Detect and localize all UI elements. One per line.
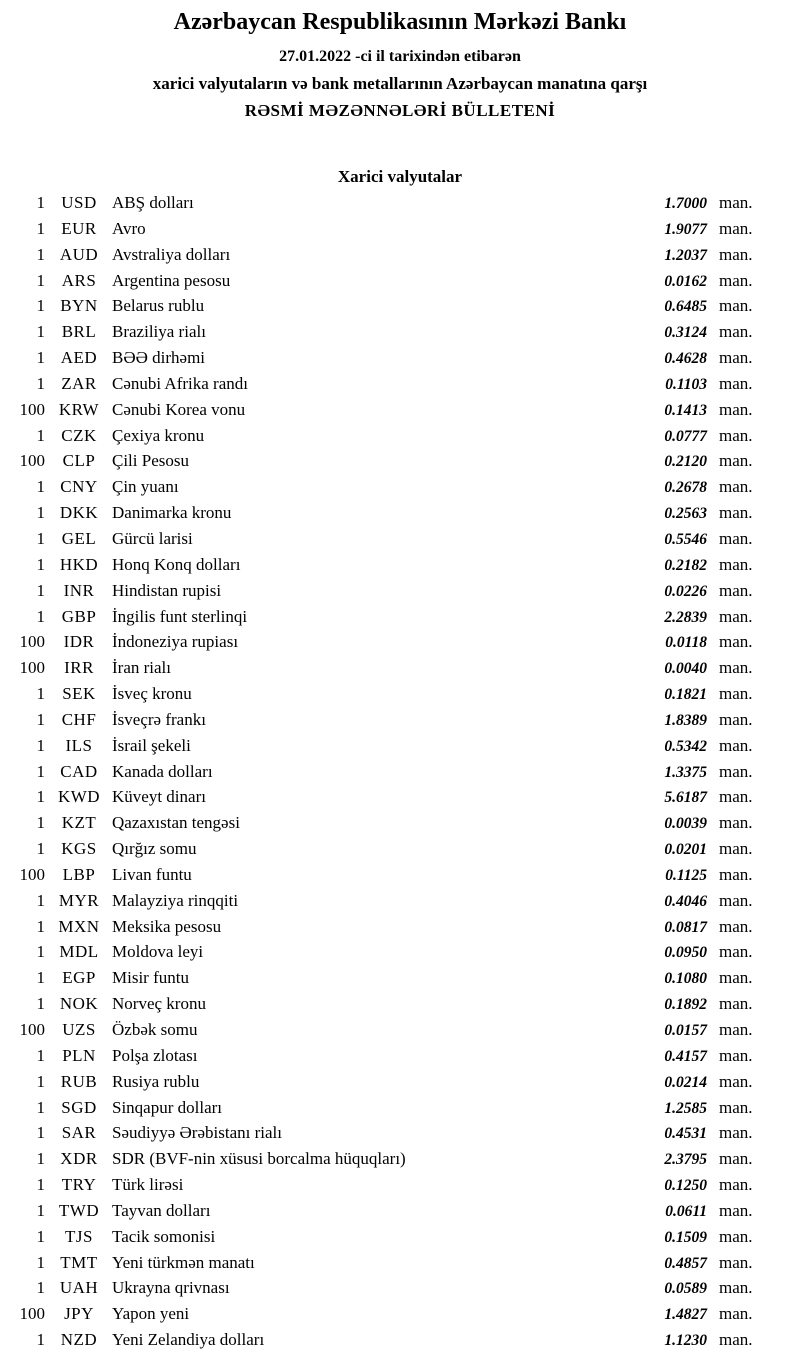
currency-rate: 0.2182 xyxy=(664,556,707,574)
currency-unit: man. xyxy=(719,684,753,704)
currency-rate: 0.4046 xyxy=(664,892,707,910)
currency-name: Çin yuanı xyxy=(112,477,179,497)
currency-rate: 0.1413 xyxy=(664,401,707,419)
currency-quantity: 1 xyxy=(36,1252,45,1272)
currency-name: Misir funtu xyxy=(112,968,189,988)
table-row xyxy=(0,836,800,862)
currency-unit: man. xyxy=(719,1252,753,1272)
currency-name: Qırğız somu xyxy=(112,839,197,859)
currency-quantity: 1 xyxy=(36,322,45,342)
currency-unit: man. xyxy=(719,1123,753,1143)
currency-quantity: 1 xyxy=(36,477,45,497)
currency-rate: 2.3795 xyxy=(664,1151,707,1169)
currency-unit: man. xyxy=(719,1071,753,1091)
currency-rate: 0.4857 xyxy=(664,1254,707,1272)
currency-code: NZD xyxy=(60,1330,98,1350)
currency-quantity: 1 xyxy=(36,1330,45,1350)
currency-name: Sinqapur dolları xyxy=(112,1097,223,1117)
table-row xyxy=(0,604,800,630)
currency-code: TJS xyxy=(65,1226,93,1246)
currency-code: MXN xyxy=(58,916,100,936)
currency-unit: man. xyxy=(719,761,753,781)
currency-code: CLP xyxy=(62,451,96,471)
currency-code: BRL xyxy=(61,322,97,342)
currency-quantity: 1 xyxy=(36,813,45,833)
currency-rate: 0.4628 xyxy=(664,350,707,368)
table-row xyxy=(0,1198,800,1224)
table-row xyxy=(0,190,800,216)
currency-unit: man. xyxy=(719,296,753,316)
table-row xyxy=(0,1095,800,1121)
currency-unit: man. xyxy=(719,528,753,548)
currency-rate: 0.0950 xyxy=(664,944,707,962)
currency-unit: man. xyxy=(719,1149,753,1169)
currency-rate: 0.6485 xyxy=(664,298,707,316)
currency-name: Küveyt dinarı xyxy=(112,787,206,807)
currency-rate: 0.0039 xyxy=(664,815,707,833)
currency-code: DKK xyxy=(59,503,99,523)
currency-rate: 0.4531 xyxy=(664,1125,707,1143)
currency-code: BYN xyxy=(60,296,98,316)
currency-code: UZS xyxy=(62,1020,96,1039)
currency-quantity: 1 xyxy=(36,606,45,626)
currency-unit: man. xyxy=(719,1020,753,1039)
currency-unit: man. xyxy=(719,1330,753,1350)
table-row xyxy=(0,293,800,319)
currency-rate: 0.0214 xyxy=(664,1073,707,1091)
currency-rate: 5.6187 xyxy=(664,789,707,807)
currency-unit: man. xyxy=(719,735,753,755)
currency-rate: 1.4827 xyxy=(664,1306,707,1324)
currency-name: Honq Konq dolları xyxy=(112,554,241,574)
currency-quantity: 1 xyxy=(36,1278,45,1298)
currency-quantity: 100 xyxy=(19,451,45,471)
currency-unit: man. xyxy=(719,994,753,1014)
page-title: Azərbaycan Respublikasının Mərkəzi Bankı xyxy=(173,9,627,35)
currency-code: UAH xyxy=(59,1278,99,1298)
currency-rate: 0.1250 xyxy=(664,1177,707,1195)
currency-code: KGS xyxy=(61,839,97,859)
table-row xyxy=(0,268,800,294)
currency-name: Türk lirəsi xyxy=(112,1175,184,1195)
currency-code: ZAR xyxy=(61,373,97,393)
currency-name: Livan funtu xyxy=(112,864,192,884)
table-row xyxy=(0,733,800,759)
table-row xyxy=(0,939,800,965)
currency-code: XDR xyxy=(60,1149,98,1169)
currency-quantity: 1 xyxy=(36,1123,45,1143)
table-row xyxy=(0,1043,800,1069)
table-row xyxy=(0,1327,800,1353)
currency-unit: man. xyxy=(719,399,753,419)
currency-rate: 0.3124 xyxy=(664,324,707,342)
currency-code: NOK xyxy=(59,994,99,1014)
currency-name: İsrail şekeli xyxy=(112,735,191,755)
table-row xyxy=(0,759,800,785)
table-row xyxy=(0,1172,800,1198)
currency-name: Meksika pesosu xyxy=(112,916,222,936)
currency-rate: 1.1230 xyxy=(664,1332,707,1350)
table-row xyxy=(0,319,800,345)
table-row xyxy=(0,1275,800,1301)
currency-name: Çexiya kronu xyxy=(112,425,205,445)
currency-rate: 0.0226 xyxy=(664,582,707,600)
currency-unit: man. xyxy=(719,1226,753,1246)
currency-name: İndoneziya rupiası xyxy=(112,632,239,652)
currency-rate: 1.9077 xyxy=(664,220,707,238)
currency-name: Tacik somonisi xyxy=(112,1226,216,1246)
currency-name: İsveçrə frankı xyxy=(112,709,206,729)
currency-code: MDL xyxy=(59,942,99,962)
currency-unit: man. xyxy=(719,580,753,600)
currency-quantity: 100 xyxy=(19,658,45,678)
currency-name: Belarus rublu xyxy=(112,296,205,316)
currency-rate: 0.0201 xyxy=(664,841,707,859)
currency-name: ABŞ dolları xyxy=(112,193,194,212)
table-row xyxy=(0,629,800,655)
currency-table xyxy=(0,190,800,1353)
effective-date-line: 27.01.2022 -ci il tarixindən etibarən xyxy=(279,48,521,65)
currency-code: KWD xyxy=(57,787,101,807)
currency-name: Norveç kronu xyxy=(112,994,206,1014)
currency-name: Avro xyxy=(112,218,146,238)
currency-unit: man. xyxy=(719,348,753,368)
currency-unit: man. xyxy=(719,554,753,574)
table-row xyxy=(0,1120,800,1146)
currency-name: Yapon yeni xyxy=(112,1304,190,1324)
currency-code: CAD xyxy=(60,761,98,781)
currency-code: GEL xyxy=(61,528,97,548)
table-row xyxy=(0,216,800,242)
currency-rate: 0.1892 xyxy=(664,996,707,1014)
currency-code: IRR xyxy=(64,658,94,678)
currency-quantity: 1 xyxy=(36,684,45,704)
table-row xyxy=(0,578,800,604)
table-row xyxy=(0,1146,800,1172)
currency-quantity: 1 xyxy=(36,348,45,368)
currency-rate: 0.0817 xyxy=(664,918,707,936)
currency-code: LBP xyxy=(62,864,96,884)
currency-code: USD xyxy=(61,193,97,212)
currency-name: Qazaxıstan tengəsi xyxy=(112,813,240,833)
currency-name: Gürcü larisi xyxy=(112,528,193,548)
currency-unit: man. xyxy=(719,244,753,264)
currency-rate: 0.0162 xyxy=(664,272,707,290)
currency-name: Argentina pesosu xyxy=(112,270,231,290)
currency-quantity: 100 xyxy=(19,632,45,652)
currency-rate: 1.7000 xyxy=(664,195,707,212)
currency-code: MYR xyxy=(58,890,100,910)
currency-unit: man. xyxy=(719,270,753,290)
currency-code: SAR xyxy=(61,1123,97,1143)
currency-quantity: 1 xyxy=(36,942,45,962)
currency-code: GBP xyxy=(61,606,97,626)
currency-rate: 0.5342 xyxy=(664,737,707,755)
currency-rate: 0.4157 xyxy=(664,1047,707,1065)
currency-name: Səudiyyə Ərəbistanı rialı xyxy=(112,1123,282,1143)
currency-name: Çili Pesosu xyxy=(112,451,189,471)
currency-name: Avstraliya dolları xyxy=(112,244,231,264)
table-row xyxy=(0,707,800,733)
currency-rate: 0.0589 xyxy=(664,1280,707,1298)
currency-code: KZT xyxy=(61,813,97,833)
currency-code: KRW xyxy=(58,399,100,419)
table-row xyxy=(0,242,800,268)
table-row xyxy=(0,500,800,526)
currency-name: Cənubi Korea vonu xyxy=(112,399,246,419)
currency-quantity: 1 xyxy=(36,709,45,729)
currency-code: INR xyxy=(63,580,95,600)
currency-unit: man. xyxy=(719,916,753,936)
currency-quantity: 100 xyxy=(19,864,45,884)
currency-quantity: 1 xyxy=(36,218,45,238)
currency-rate: 0.0118 xyxy=(665,634,707,652)
currency-name: Tayvan dolları xyxy=(112,1200,211,1220)
currency-code: IDR xyxy=(63,632,95,652)
currency-quantity: 1 xyxy=(36,968,45,988)
table-row xyxy=(0,371,800,397)
currency-name: Kanada dolları xyxy=(112,761,213,781)
table-row xyxy=(0,1017,800,1043)
table-row xyxy=(0,1250,800,1276)
currency-code: SGD xyxy=(61,1097,97,1117)
table-row xyxy=(0,448,800,474)
currency-quantity: 1 xyxy=(36,761,45,781)
currency-name: Ukrayna qrivnası xyxy=(112,1278,230,1298)
currency-unit: man. xyxy=(719,1304,753,1324)
currency-code: TMT xyxy=(60,1252,98,1272)
currency-unit: man. xyxy=(719,477,753,497)
currency-quantity: 1 xyxy=(36,1071,45,1091)
currency-quantity: 1 xyxy=(36,787,45,807)
currency-name: Yeni türkmən manatı xyxy=(112,1252,255,1272)
currency-unit: man. xyxy=(719,864,753,884)
currency-quantity: 1 xyxy=(36,580,45,600)
table-row xyxy=(0,423,800,449)
currency-unit: man. xyxy=(719,709,753,729)
currency-rate: 0.2563 xyxy=(664,505,707,523)
table-row xyxy=(0,397,800,423)
currency-name: İran rialı xyxy=(112,658,171,678)
currency-code: ILS xyxy=(65,735,93,755)
currency-unit: man. xyxy=(719,193,753,212)
currency-rate: 1.2037 xyxy=(664,246,707,264)
currency-unit: man. xyxy=(719,890,753,910)
currency-rate: 0.1821 xyxy=(664,686,707,704)
currency-rate: 0.0157 xyxy=(664,1022,707,1039)
currency-code: CZK xyxy=(61,425,97,445)
currency-code: EGP xyxy=(62,968,96,988)
currency-unit: man. xyxy=(719,839,753,859)
currency-rate: 0.1103 xyxy=(665,375,707,393)
currency-quantity: 1 xyxy=(36,528,45,548)
currency-code: TRY xyxy=(61,1175,97,1195)
currency-code: RUB xyxy=(60,1071,98,1091)
currency-rate: 0.2120 xyxy=(664,453,707,471)
currency-unit: man. xyxy=(719,1200,753,1220)
currency-unit: man. xyxy=(719,373,753,393)
currency-quantity: 1 xyxy=(36,425,45,445)
table-row xyxy=(0,810,800,836)
currency-rate: 0.1125 xyxy=(665,866,707,884)
currency-unit: man. xyxy=(719,813,753,833)
currency-quantity: 1 xyxy=(36,193,45,212)
currency-unit: man. xyxy=(719,1045,753,1065)
currency-unit: man. xyxy=(719,322,753,342)
currency-unit: man. xyxy=(719,503,753,523)
currency-unit: man. xyxy=(719,1278,753,1298)
currency-quantity: 1 xyxy=(36,1200,45,1220)
currency-rate: 0.0777 xyxy=(664,427,707,445)
currency-quantity: 1 xyxy=(36,503,45,523)
table-row xyxy=(0,914,800,940)
currency-name: Hindistan rupisi xyxy=(112,580,222,600)
table-row xyxy=(0,1301,800,1327)
currency-name: Yeni Zelandiya dolları xyxy=(112,1330,265,1350)
currency-quantity: 1 xyxy=(36,1149,45,1169)
currency-code: EUR xyxy=(61,218,97,238)
currency-rate: 0.0611 xyxy=(665,1202,707,1220)
currency-rate: 0.0040 xyxy=(664,660,707,678)
currency-code: AED xyxy=(60,348,98,368)
currency-name: Özbək somu xyxy=(112,1020,198,1039)
table-row xyxy=(0,862,800,888)
currency-name: İngilis funt sterlinqi xyxy=(112,606,248,626)
currency-unit: man. xyxy=(719,942,753,962)
currency-name: Moldova leyi xyxy=(112,942,204,962)
table-row xyxy=(0,784,800,810)
currency-name: BƏƏ dirhəmi xyxy=(112,348,206,368)
currency-name: Danimarka kronu xyxy=(112,503,232,523)
currency-unit: man. xyxy=(719,1097,753,1117)
currency-code: CHF xyxy=(61,709,97,729)
table-row xyxy=(0,991,800,1017)
table-row xyxy=(0,526,800,552)
currency-name: Rusiya rublu xyxy=(112,1071,200,1091)
currency-code: AUD xyxy=(59,244,99,264)
table-row xyxy=(0,965,800,991)
table-row xyxy=(0,474,800,500)
currency-rate: 1.3375 xyxy=(664,763,707,781)
currency-rate: 1.8389 xyxy=(664,711,707,729)
section-title-foreign-currencies: Xarici valyutalar xyxy=(337,167,463,186)
currency-rate: 0.5546 xyxy=(664,530,707,548)
currency-name: Braziliya rialı xyxy=(112,322,206,342)
currency-quantity: 1 xyxy=(36,1045,45,1065)
subject-line: xarici valyutaların və bank metallarının Azərbaycan manatına qarşı xyxy=(152,74,648,93)
currency-name: Polşa zlotası xyxy=(112,1045,198,1065)
table-row xyxy=(0,655,800,681)
currency-quantity: 1 xyxy=(36,373,45,393)
currency-rate: 0.1509 xyxy=(664,1228,707,1246)
currency-quantity: 1 xyxy=(36,1226,45,1246)
currency-name: Cənubi Afrika randı xyxy=(112,373,248,393)
currency-quantity: 1 xyxy=(36,916,45,936)
currency-quantity: 1 xyxy=(36,554,45,574)
currency-name: SDR (BVF-nin xüsusi borcalma hüquqları) xyxy=(112,1149,406,1169)
currency-code: SEK xyxy=(62,684,96,704)
currency-quantity: 1 xyxy=(36,839,45,859)
currency-code: JPY xyxy=(64,1304,94,1324)
currency-unit: man. xyxy=(719,451,753,471)
table-row xyxy=(0,888,800,914)
bulletin-title-line: RƏSMİ MƏZƏNNƏLƏRİ BÜLLETENİ xyxy=(244,101,556,120)
currency-quantity: 100 xyxy=(19,1020,45,1039)
table-row xyxy=(0,681,800,707)
currency-unit: man. xyxy=(719,632,753,652)
currency-rate: 0.2678 xyxy=(664,479,707,497)
currency-quantity: 1 xyxy=(36,1175,45,1195)
currency-code: CNY xyxy=(60,477,98,497)
currency-code: ARS xyxy=(61,270,97,290)
table-row xyxy=(0,552,800,578)
table-row xyxy=(0,1069,800,1095)
currency-unit: man. xyxy=(719,606,753,626)
currency-unit: man. xyxy=(719,968,753,988)
currency-unit: man. xyxy=(719,1175,753,1195)
currency-quantity: 1 xyxy=(36,1097,45,1117)
currency-quantity: 1 xyxy=(36,270,45,290)
table-row xyxy=(0,345,800,371)
currency-quantity: 100 xyxy=(19,399,45,419)
currency-unit: man. xyxy=(719,218,753,238)
currency-quantity: 1 xyxy=(36,735,45,755)
currency-unit: man. xyxy=(719,425,753,445)
currency-quantity: 1 xyxy=(36,244,45,264)
currency-code: PLN xyxy=(62,1045,96,1065)
currency-code: TWD xyxy=(58,1200,100,1220)
currency-name: Malayziya rinqqiti xyxy=(112,890,239,910)
currency-name: İsveç kronu xyxy=(112,684,192,704)
currency-quantity: 1 xyxy=(36,296,45,316)
currency-quantity: 100 xyxy=(19,1304,45,1324)
currency-code: HKD xyxy=(59,554,99,574)
currency-rate: 1.2585 xyxy=(664,1099,707,1117)
currency-unit: man. xyxy=(719,787,753,807)
currency-unit: man. xyxy=(719,658,753,678)
currency-quantity: 1 xyxy=(36,994,45,1014)
currency-rate: 0.1080 xyxy=(664,970,707,988)
table-row xyxy=(0,1224,800,1250)
currency-quantity: 1 xyxy=(36,890,45,910)
currency-rate: 2.2839 xyxy=(664,608,707,626)
